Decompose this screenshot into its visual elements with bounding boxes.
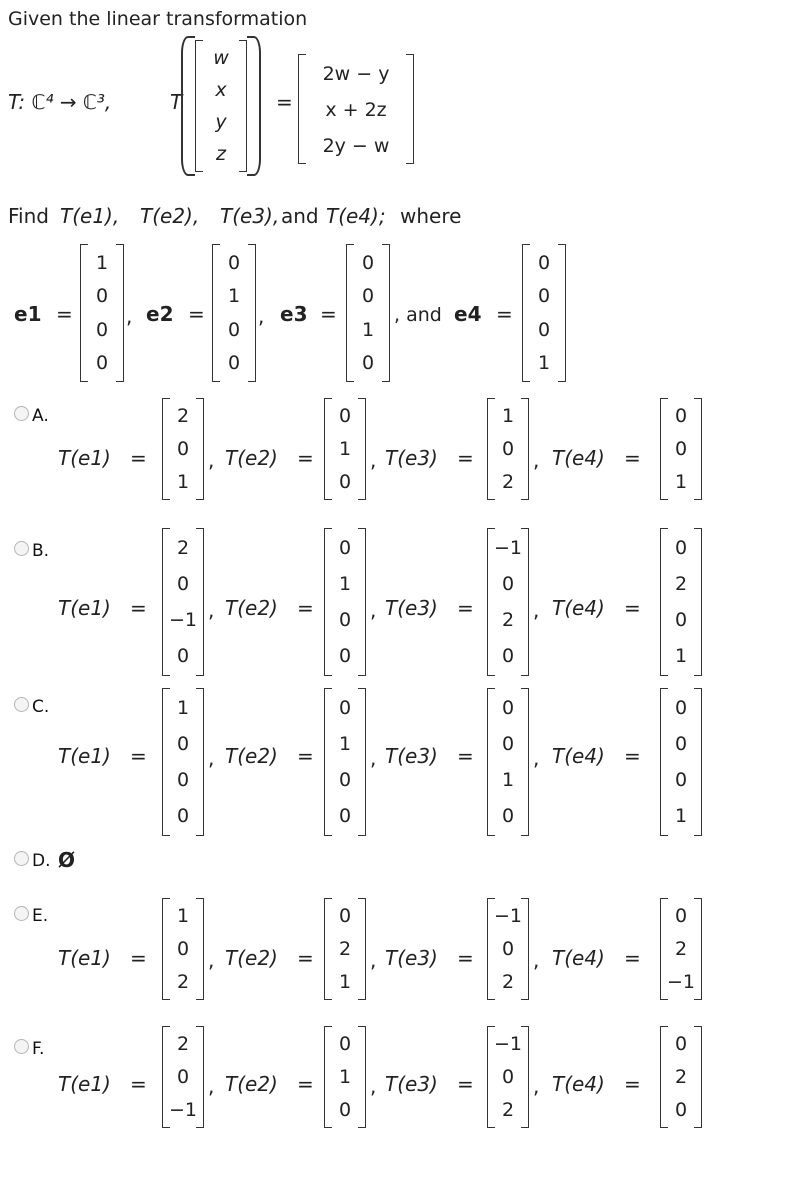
e3-cell-1: 0 xyxy=(361,251,375,274)
q-te3: T(e3), xyxy=(220,204,280,228)
option-f-te1-cell-3: −1 xyxy=(168,1098,197,1121)
option-f-te4-cell-2: 2 xyxy=(674,1065,688,1088)
output-row-2: x + 2z xyxy=(325,99,387,121)
option-b-te1-cell-3: −1 xyxy=(168,609,197,631)
option-c-te3-cell-1: 0 xyxy=(501,697,515,719)
e4-equals: = xyxy=(496,302,513,326)
option-a-te3-equals: = xyxy=(457,446,474,470)
e1-name: e1 xyxy=(14,302,42,326)
option-f-te2-cell-3: 0 xyxy=(338,1098,352,1121)
option-c-te1-cell-1: 1 xyxy=(176,697,190,719)
option-f-letter[interactable]: F. xyxy=(32,1039,45,1059)
option-c-te3-cell-4: 0 xyxy=(501,805,515,827)
option-c-te2-vector xyxy=(324,688,366,836)
option-a-te2-vector xyxy=(324,398,366,500)
option-a-te3-vector xyxy=(487,398,529,500)
option-b-te3-label: T(e3) xyxy=(385,596,438,620)
option-f-te4-cell-1: 0 xyxy=(674,1033,688,1056)
input-y: y xyxy=(215,111,227,133)
option-b-te3-cell-2: 0 xyxy=(501,573,515,595)
option-c-te3-cell-2: 0 xyxy=(501,733,515,755)
option-f-te1-label: T(e1) xyxy=(58,1072,111,1096)
e3-equals: = xyxy=(320,302,337,326)
option-c-te3-vector xyxy=(487,688,529,836)
option-c-te3-cell-3: 1 xyxy=(501,769,515,791)
option-c-te1-equals: = xyxy=(130,744,147,768)
option-d-radio[interactable] xyxy=(14,851,29,866)
map-text: T: ℂ⁴ → ℂ³, xyxy=(8,90,112,114)
option-b-te2-cell-4: 0 xyxy=(338,645,352,667)
option-b-te2-cell-2: 1 xyxy=(338,573,352,595)
output-row-1: 2w − y xyxy=(322,63,390,85)
option-f-te3-cell-2: 0 xyxy=(501,1065,515,1088)
option-a-te3-cell-2: 0 xyxy=(501,437,515,460)
output-row-3: 2y − w xyxy=(322,135,390,157)
option-c-te2-cell-1: 0 xyxy=(338,697,352,719)
option-b-comma-1: , xyxy=(208,598,215,622)
option-f-te4-equals: = xyxy=(624,1072,641,1096)
option-e-te3-vector xyxy=(487,898,529,1000)
option-a-te4-cell-2: 0 xyxy=(674,437,688,460)
option-c-te2-equals: = xyxy=(297,744,314,768)
option-c-te4-equals: = xyxy=(624,744,641,768)
option-f-te1-vector xyxy=(162,1026,204,1128)
option-f-te3-equals: = xyxy=(457,1072,474,1096)
e4-vector xyxy=(522,244,566,382)
def-equals: = xyxy=(276,90,293,114)
e2-cell-4: 0 xyxy=(227,352,241,375)
find-word: Find xyxy=(8,204,49,228)
option-a-te3-cell-1: 1 xyxy=(501,405,515,428)
input-w: w xyxy=(213,47,229,69)
e1-cell-3: 0 xyxy=(95,318,109,341)
option-e-radio[interactable] xyxy=(14,906,29,921)
e2-comma: , xyxy=(258,304,265,328)
e4-cell-3: 0 xyxy=(537,318,551,341)
e1-cell-4: 0 xyxy=(95,352,109,375)
option-f-te3-label: T(e3) xyxy=(385,1072,438,1096)
option-a-te2-equals: = xyxy=(297,446,314,470)
option-c-comma-2: , xyxy=(370,746,377,770)
option-b-te2-label: T(e2) xyxy=(225,596,278,620)
q-te1: T(e1), xyxy=(60,204,120,228)
input-parens xyxy=(181,36,261,176)
option-c-letter[interactable]: C. xyxy=(32,697,50,717)
option-a-te4-vector xyxy=(660,398,702,500)
option-e-te3-cell-1: −1 xyxy=(493,905,522,928)
option-e-te4-cell-2: 2 xyxy=(674,937,688,960)
option-c-te4-cell-4: 1 xyxy=(674,805,688,827)
option-c-te4-label: T(e4) xyxy=(552,744,605,768)
e2-equals: = xyxy=(188,302,205,326)
option-e-te3-equals: = xyxy=(457,946,474,970)
option-b-te1-cell-4: 0 xyxy=(176,645,190,667)
e3-vector xyxy=(346,244,390,382)
option-a-te4-cell-1: 0 xyxy=(674,405,688,428)
option-c-comma-3: , xyxy=(533,746,540,770)
option-a-te1-cell-2: 0 xyxy=(176,437,190,460)
option-a-te1-cell-3: 1 xyxy=(176,470,190,493)
option-b-letter[interactable]: B. xyxy=(32,541,50,561)
option-c-te1-label: T(e1) xyxy=(58,744,111,768)
option-b-te2-vector xyxy=(324,528,366,676)
option-f-te4-label: T(e4) xyxy=(552,1072,605,1096)
e1-vector xyxy=(80,244,124,382)
option-e-te1-cell-1: 1 xyxy=(176,905,190,928)
option-f-comma-2: , xyxy=(370,1074,377,1098)
option-a-te3-cell-3: 2 xyxy=(501,470,515,493)
e1-cell-1: 1 xyxy=(95,251,109,274)
option-e-comma-2: , xyxy=(370,948,377,972)
e4-cell-4: 1 xyxy=(537,352,551,375)
e4-cell-2: 0 xyxy=(537,285,551,308)
option-a-comma-2: , xyxy=(370,448,377,472)
option-c-comma-1: , xyxy=(208,746,215,770)
option-c-te2-cell-4: 0 xyxy=(338,805,352,827)
option-c-te4-cell-1: 0 xyxy=(674,697,688,719)
option-c-te4-cell-3: 0 xyxy=(674,769,688,791)
option-e-te1-label: T(e1) xyxy=(58,946,111,970)
option-a-te2-cell-1: 0 xyxy=(338,405,352,428)
option-e-te4-cell-1: 0 xyxy=(674,905,688,928)
e1-equals: = xyxy=(56,302,73,326)
option-c-te1-vector xyxy=(162,688,204,836)
option-b-te2-cell-3: 0 xyxy=(338,609,352,631)
option-e-te1-equals: = xyxy=(130,946,147,970)
option-c-te1-cell-4: 0 xyxy=(176,805,190,827)
option-e-te1-cell-3: 2 xyxy=(176,970,190,993)
option-b-te3-equals: = xyxy=(457,596,474,620)
e1-cell-2: 0 xyxy=(95,285,109,308)
option-c-te4-cell-2: 0 xyxy=(674,733,688,755)
e2-name: e2 xyxy=(146,302,174,326)
option-e-te2-cell-1: 0 xyxy=(338,905,352,928)
option-e-te2-vector xyxy=(324,898,366,1000)
option-b-comma-3: , xyxy=(533,598,540,622)
option-f-te2-cell-2: 1 xyxy=(338,1065,352,1088)
option-c-te2-cell-3: 0 xyxy=(338,769,352,791)
option-e-te4-vector xyxy=(660,898,702,1000)
option-e-te4-label: T(e4) xyxy=(552,946,605,970)
option-b-te1-cell-1: 2 xyxy=(176,537,190,559)
option-c-te1-cell-2: 0 xyxy=(176,733,190,755)
option-b-te4-cell-4: 1 xyxy=(674,645,688,667)
option-b-te4-label: T(e4) xyxy=(552,596,605,620)
q-and: and xyxy=(281,204,319,228)
option-f-te1-equals: = xyxy=(130,1072,147,1096)
option-f-radio[interactable] xyxy=(14,1039,29,1054)
option-a-te2-cell-2: 1 xyxy=(338,437,352,460)
intro-text: Given the linear transformation xyxy=(8,8,308,30)
fn-symbol: T xyxy=(170,90,183,114)
option-a-te1-vector xyxy=(162,398,204,500)
option-a-comma-3: , xyxy=(533,448,540,472)
option-b-te4-equals: = xyxy=(624,596,641,620)
option-f-te3-cell-3: 2 xyxy=(501,1098,515,1121)
option-a-te1-cell-1: 2 xyxy=(176,405,190,428)
option-c-te2-cell-2: 1 xyxy=(338,733,352,755)
option-a-te4-label: T(e4) xyxy=(552,446,605,470)
q-where: where xyxy=(400,204,462,228)
option-b-te1-vector xyxy=(162,528,204,676)
e2-cell-3: 0 xyxy=(227,318,241,341)
option-f-te2-cell-1: 0 xyxy=(338,1033,352,1056)
option-f-te2-vector xyxy=(324,1026,366,1128)
e2-cell-2: 1 xyxy=(227,285,241,308)
option-e-te4-equals: = xyxy=(624,946,641,970)
input-vector xyxy=(195,40,247,172)
option-e-te3-cell-3: 2 xyxy=(501,970,515,993)
option-e-comma-3: , xyxy=(533,948,540,972)
option-c-te1-cell-3: 0 xyxy=(176,769,190,791)
option-a-te3-label: T(e3) xyxy=(385,446,438,470)
input-x: x xyxy=(215,79,227,101)
option-f-te4-cell-3: 0 xyxy=(674,1098,688,1121)
e4-cell-1: 0 xyxy=(537,251,551,274)
option-e-te2-equals: = xyxy=(297,946,314,970)
option-b-te4-cell-3: 0 xyxy=(674,609,688,631)
q-te4: T(e4); xyxy=(326,204,386,228)
option-a-te1-equals: = xyxy=(130,446,147,470)
option-b-te1-label: T(e1) xyxy=(58,596,111,620)
option-e-te1-vector xyxy=(162,898,204,1000)
option-e-te3-label: T(e3) xyxy=(385,946,438,970)
option-c-te3-equals: = xyxy=(457,744,474,768)
e3-cell-4: 0 xyxy=(361,352,375,375)
option-b-te1-equals: = xyxy=(130,596,147,620)
option-b-comma-2: , xyxy=(370,598,377,622)
option-b-te4-cell-1: 0 xyxy=(674,537,688,559)
option-a-te1-label: T(e1) xyxy=(58,446,111,470)
e3-name: e3 xyxy=(280,302,308,326)
option-d-letter[interactable]: D. xyxy=(32,851,51,871)
option-f-comma-1: , xyxy=(208,1074,215,1098)
option-f-te3-cell-1: −1 xyxy=(493,1033,522,1056)
option-b-te3-cell-4: 0 xyxy=(501,645,515,667)
option-f-te3-vector xyxy=(487,1026,529,1128)
option-e-te4-cell-3: −1 xyxy=(666,970,695,993)
option-e-te2-label: T(e2) xyxy=(225,946,278,970)
option-b-te3-cell-1: −1 xyxy=(493,537,522,559)
option-f-te2-equals: = xyxy=(297,1072,314,1096)
option-f-comma-3: , xyxy=(533,1074,540,1098)
option-b-te3-cell-3: 2 xyxy=(501,609,515,631)
option-a-te2-cell-3: 0 xyxy=(338,470,352,493)
option-e-comma-1: , xyxy=(208,948,215,972)
option-c-te3-label: T(e3) xyxy=(385,744,438,768)
option-f-te2-label: T(e2) xyxy=(225,1072,278,1096)
e3-cell-3: 1 xyxy=(361,318,375,341)
option-e-te3-cell-2: 0 xyxy=(501,937,515,960)
option-e-te2-cell-3: 1 xyxy=(338,970,352,993)
option-a-comma-1: , xyxy=(208,448,215,472)
option-b-te4-cell-2: 2 xyxy=(674,573,688,595)
option-a-te4-cell-3: 1 xyxy=(674,470,688,493)
option-d-empty-set: Ø xyxy=(58,848,76,872)
and-text: , and xyxy=(394,304,442,326)
e1-comma: , xyxy=(126,304,133,328)
option-a-letter[interactable]: A. xyxy=(32,406,49,426)
e3-cell-2: 0 xyxy=(361,285,375,308)
option-a-te4-equals: = xyxy=(624,446,641,470)
option-b-te4-vector xyxy=(660,528,702,676)
option-a-radio[interactable] xyxy=(14,406,29,421)
input-z: z xyxy=(216,143,226,165)
option-e-letter[interactable]: E. xyxy=(32,906,49,926)
option-b-te3-vector xyxy=(487,528,529,676)
option-c-te4-vector xyxy=(660,688,702,836)
option-c-radio[interactable] xyxy=(14,697,29,712)
e4-name: e4 xyxy=(454,302,482,326)
option-b-te1-cell-2: 0 xyxy=(176,573,190,595)
e2-cell-1: 0 xyxy=(227,251,241,274)
option-e-te1-cell-2: 0 xyxy=(176,937,190,960)
output-vector xyxy=(298,54,414,164)
q-te2: T(e2), xyxy=(140,204,200,228)
option-b-te2-equals: = xyxy=(297,596,314,620)
option-e-te2-cell-2: 2 xyxy=(338,937,352,960)
option-b-te2-cell-1: 0 xyxy=(338,537,352,559)
option-a-te2-label: T(e2) xyxy=(225,446,278,470)
option-f-te1-cell-1: 2 xyxy=(176,1033,190,1056)
option-c-te2-label: T(e2) xyxy=(225,744,278,768)
option-b-radio[interactable] xyxy=(14,541,29,556)
option-f-te1-cell-2: 0 xyxy=(176,1065,190,1088)
option-f-te4-vector xyxy=(660,1026,702,1128)
e2-vector xyxy=(212,244,256,382)
